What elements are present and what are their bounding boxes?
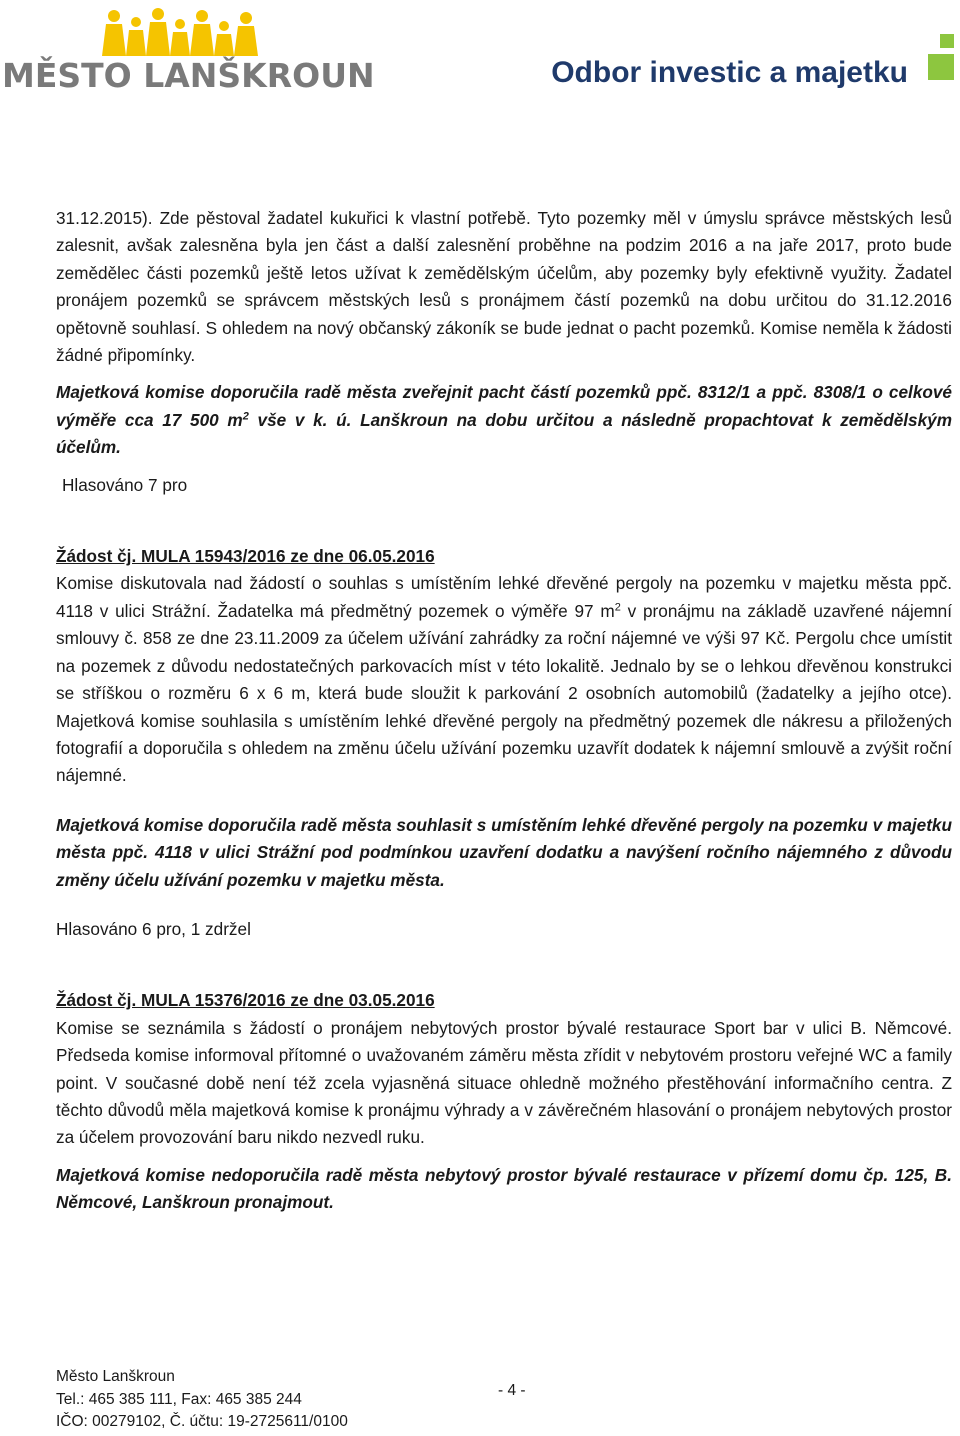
vote-result-1: Hlasováno 7 pro <box>62 474 188 495</box>
document-body <box>56 205 952 1217</box>
page-header <box>0 0 960 120</box>
paragraph-3: Komise se seznámila s žádostí o pronájem nebytových prostor bývalé restaurace Sport bar v ulici B. Němcové. Předseda komise informoval přítomné o uvažovaném záměru města zřídit v nebytovém prostoru veřejné WC a family point. V současné době není též zcela vyjasněná situace ohledně možného přestěhování informačního centra. Z těchto důvodů měla majetková komise k pronájmu výhrady a v závěrečném hlasování o pronájem nebytových prostor za účelem provozování baru nikdo nezvedl ruku. <box>56 1017 952 1148</box>
figures-logo-icon <box>2 4 332 64</box>
request-heading-2: Žádost čj. MULA 15943/2016 ze dne 06.05.2016 <box>56 546 435 567</box>
request-heading-3: Žádost čj. MULA 15376/2016 ze dne 03.05.2016 <box>56 990 435 1011</box>
green-square-icon <box>940 34 954 48</box>
logo-text: MĚSTO LANŠKROUN <box>2 56 375 95</box>
city-logo <box>2 4 375 104</box>
green-bar-icon <box>928 54 954 80</box>
footer-address <box>56 1366 348 1434</box>
footer-org: Město Lanškroun <box>56 1368 175 1385</box>
department-title: Odbor investic a majetku <box>551 56 908 89</box>
footer-ids: IČO: 00279102, Č. účtu: 19-2725611/0100 <box>56 1413 348 1430</box>
recommendation-3: Majetková komise nedoporučila radě města nebytový prostor bývalé restaurace v přízemí domu čp. 125, B. Němcové, Lanškroun pronajmout. <box>56 1164 952 1213</box>
recommendation-2: Majetková komise doporučila radě města souhlasit s umístěním lehké dřevěné pergoly na pozemku v majetku města ppč. 4118 v ulici Strážní pod podmínkou uzavření dodatku a navýšení ročního nájemného z důvodu změny účelu užívání pozemku v majetku města. <box>56 814 952 890</box>
paragraph-2: Komise diskutovala nad žádostí o souhlas s umístěním lehké dřevěné pergoly na pozemku v majetku města ppč. 4118 v ulici Strážní. Žadatelka má předmětný pozemek o výměře 97 $m^2$ v pronájmu na základě uzavřené nájemní smlouvy č. 858 ze dne 23.11.2009 za účelem užívání zahrádky za roční nájemné ve výši 97 Kč. Pergolu chce umístit na pozemek z důvodu nedostatečných parkovacích míst v této lokalitě. Jednalo by se o lehkou dřevěnou konstrukci se stříškou o rozměru 6 x 6 m, která bude sloužit k parkování 2 osobních automobilů (žadatelky a jejího otce). Majetková komise souhlasila s umístěním lehké dřevěné pergoly na předmětný pozemek dle nákresu a přiložených fotografií a doporučila s ohledem na změnu účelu užívání pozemku uzavřít dodatek k nájemní smlouvě a zvýšit roční nájemné. <box>56 573 952 786</box>
page-footer <box>56 1366 936 1436</box>
vote-result-2: Hlasováno 6 pro, 1 zdržel <box>56 918 251 939</box>
paragraph-1: 31.12.2015). Zde pěstoval žadatel kukuřici k vlastní potřebě. Tyto pozemky měl v úmyslu správce městských lesů zalesnit, avšak zalesněna byla jen část a další zalesnění proběhne na podzim 2016 a na jaře 2017, proto bude zemědělec části pozemků ještě letos užívat k zemědělským účelům, aby pozemky byly efektivně využity. Žadatel pronájem pozemků se správcem městských lesů s pronájmem částí pozemků na dobu určitou do 31.12.2016 opětovně souhlasí. S ohledem na nový občanský zákoník se bude jednat o pacht pozemků. Komise neměla k žádosti žádné připomínky. <box>56 208 952 366</box>
footer-contact: Tel.: 465 385 111, Fax: 465 385 244 <box>56 1390 302 1408</box>
page-number: - 4 - <box>498 1382 526 1399</box>
recommendation-1: Majetková komise doporučila radě města zveřejnit pacht částí pozemků ppč. 8312/1 a ppč. 8308/1 o celkové výměře cca 17 500 $m^2$ vše v k. ú. Lanškroun na dobu určitou a následně propachtovat k zemědělským účelům. <box>56 382 952 458</box>
